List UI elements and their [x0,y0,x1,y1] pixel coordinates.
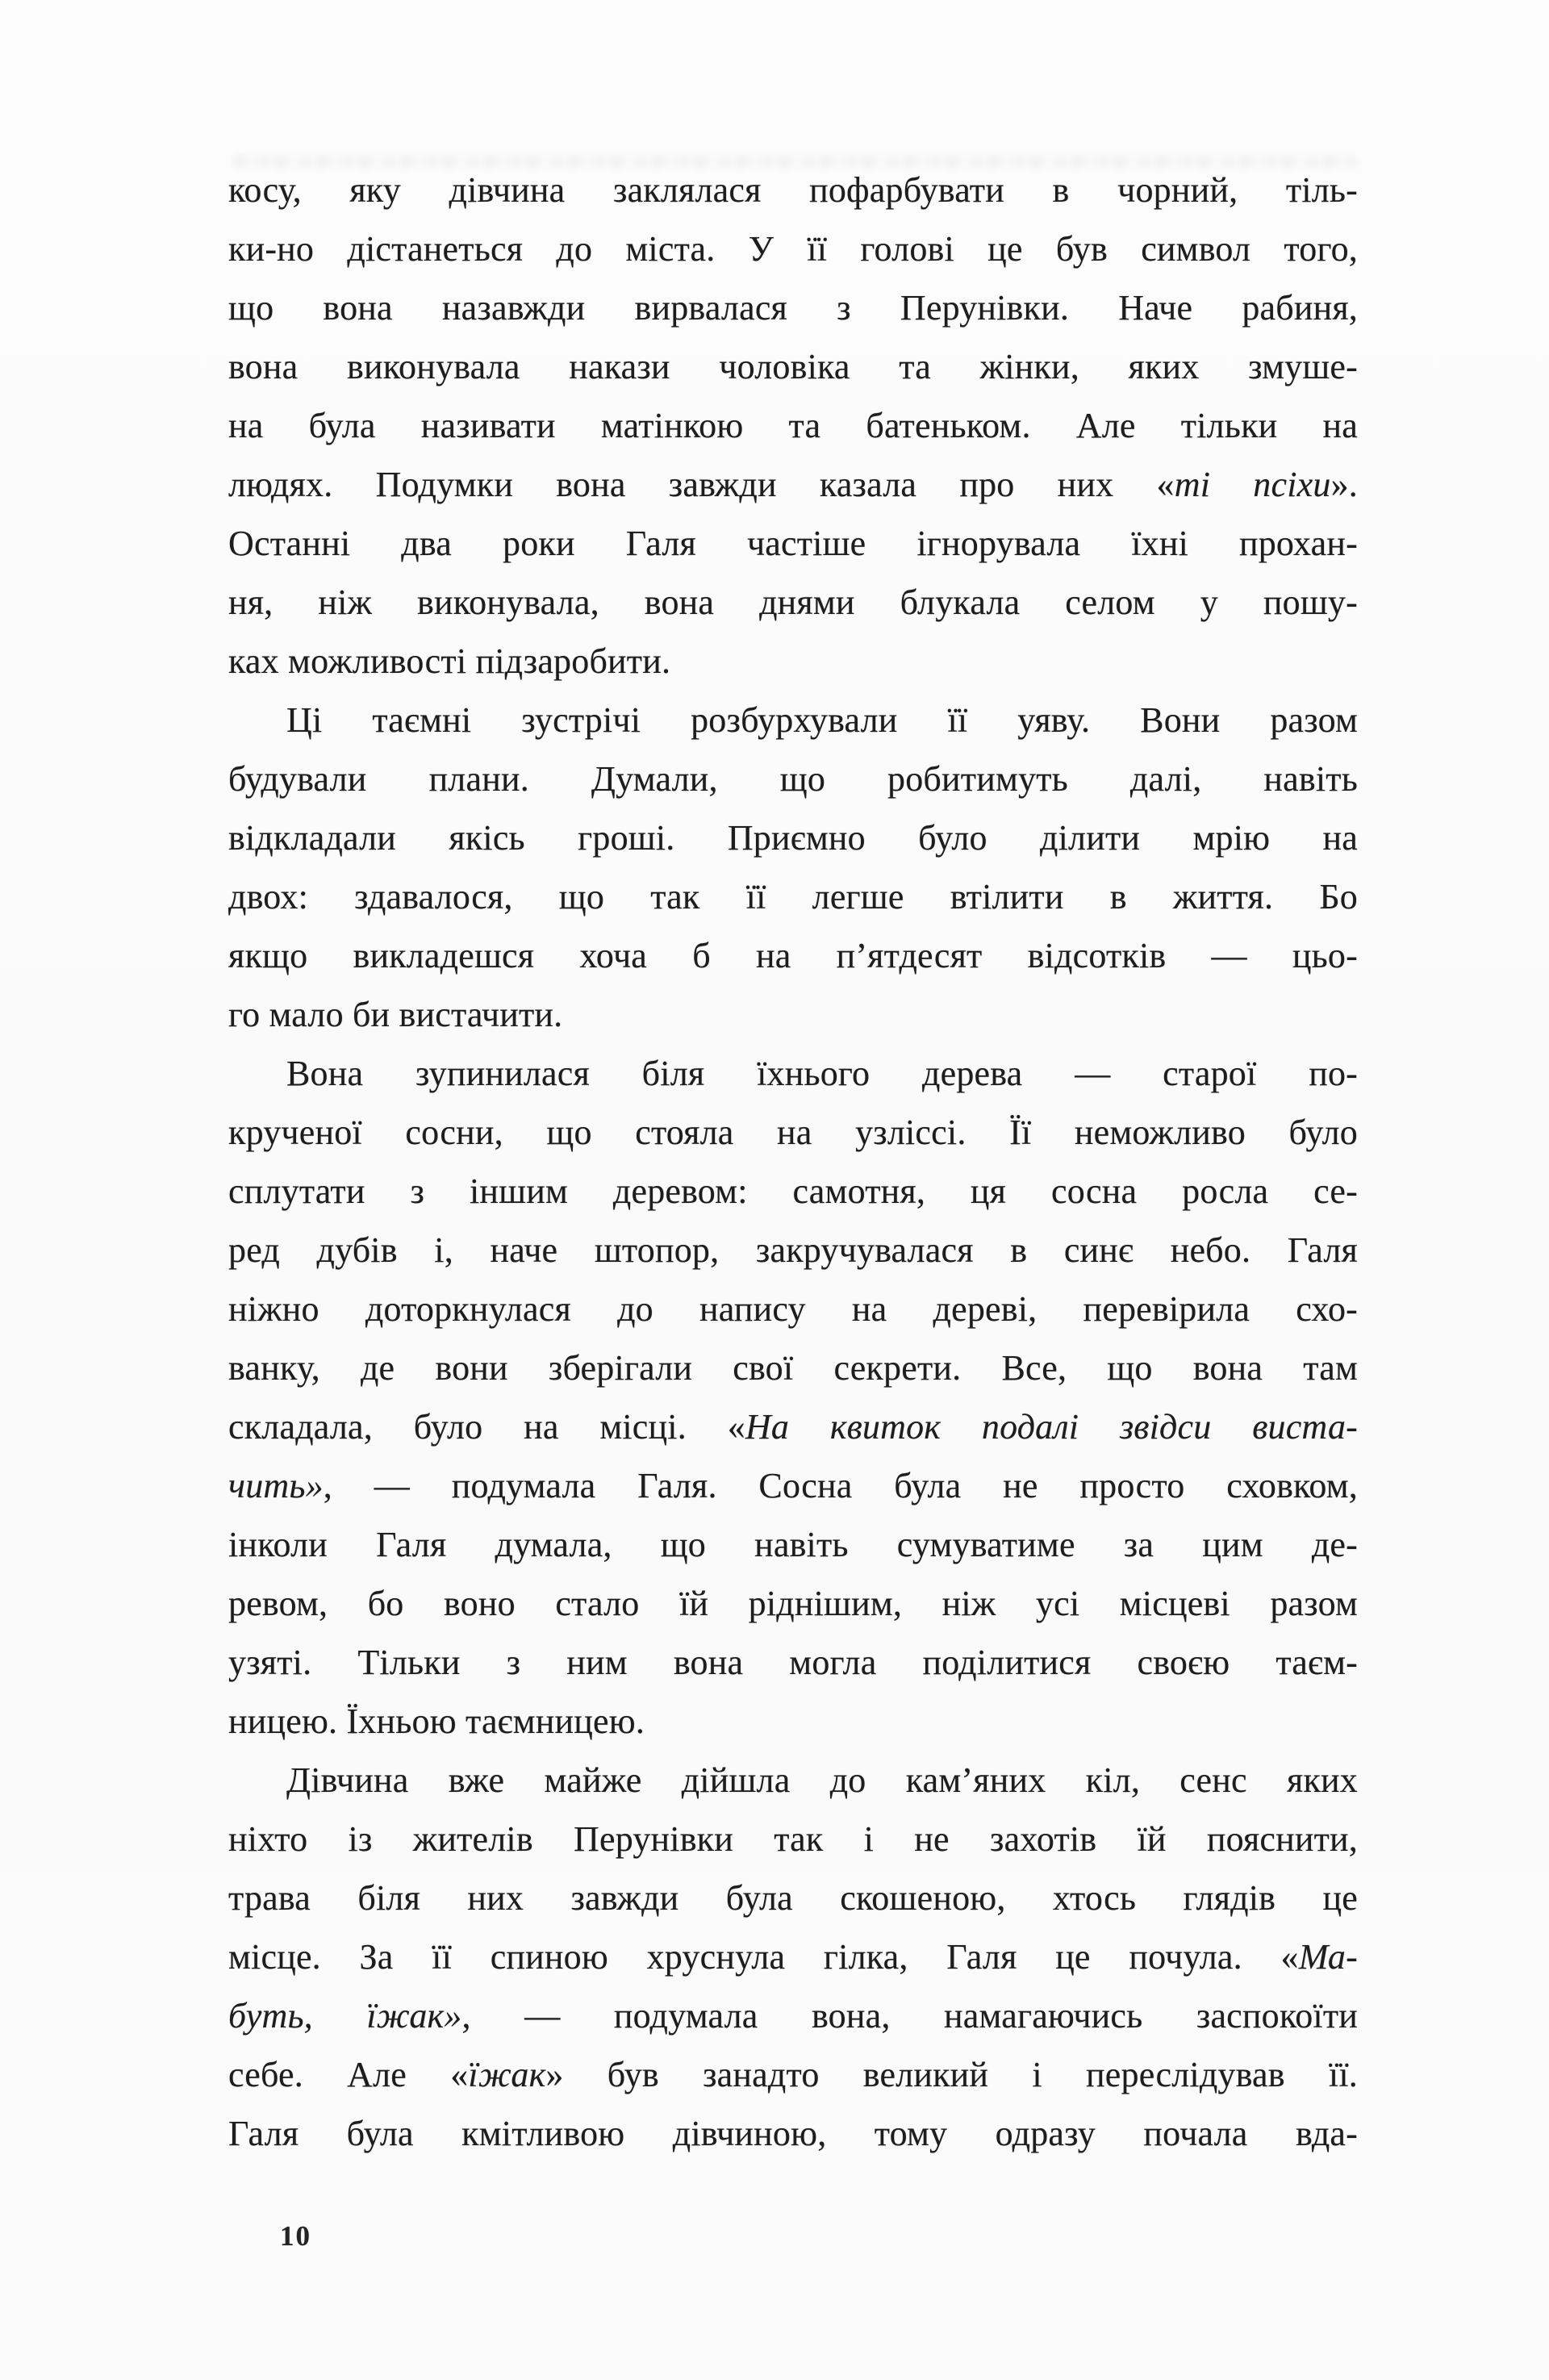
text-line [228,1280,1358,1338]
text-line [228,455,1358,514]
text-segment: що вона назавжди вирвалася з Перунівки. Наче рабиня, [228,288,1358,328]
text-segment: складала, було на місці. « [228,1407,745,1447]
text-line [228,1810,1358,1869]
text-line [228,278,1358,337]
text-segment: відкладали якісь гроші. Приємно було ділити мрію на [228,818,1358,858]
body-text [228,161,1358,2163]
text-segment: на була називати матінкою та батеньком. Але тільки на [228,406,1358,445]
text-segment: го мало би вистачити. [228,995,563,1034]
text-line [228,1456,1358,1515]
text-line [228,573,1358,632]
text-line [228,1574,1358,1633]
text-segment: Галя була кмітливою дівчиною, тому одразу почала вда- [228,2114,1358,2153]
text-segment: , — подумала Галя. Сосна була не просто сховком, [323,1466,1358,1505]
text-segment: двох: здавалося, що так її легше втілити в життя. Бо [228,877,1358,917]
italic-text-segment: їжак [468,2055,546,2094]
text-segment: , — подумала вона, намагаючись заспокоїти [461,1996,1358,2036]
paragraph [228,161,1358,691]
text-line [228,1986,1358,2045]
paragraph [228,1044,1358,1751]
text-segment: сплутати з іншим деревом: самотня, ця сосна росла се- [228,1171,1358,1211]
text-line [228,867,1358,926]
text-segment: узяті. Тільки з ним вона могла поділитися своєю таєм- [228,1643,1358,1682]
text-segment: ках можливості підзаробити. [228,641,671,681]
paragraph [228,691,1358,1044]
text-segment: інколи Галя думала, що навіть сумуватиме за цим де- [228,1525,1358,1564]
text-line [228,985,1358,1044]
text-line [228,161,1358,219]
text-segment: трава біля них завжди була скошеною, хтось глядів це [228,1878,1358,1918]
text-segment: ня, ніж виконувала, вона днями блукала селом у пошу- [228,582,1358,622]
text-segment: Ці таємні зустрічі розбурхували її уяву. Вони разом [286,700,1358,740]
text-line [228,1397,1358,1456]
page-number: 10 [280,2220,311,2252]
text-line [228,926,1358,985]
text-line [228,1044,1358,1103]
text-line [228,1869,1358,1927]
text-line [228,1221,1358,1280]
text-segment: Останні два роки Галя частіше ігнорувала їхні прохан- [228,524,1358,563]
text-line [228,2045,1358,2104]
text-line [228,1515,1358,1574]
text-segment: ки-но дістанеться до міста. У її голові це був символ того, [228,229,1358,269]
text-line [228,219,1358,278]
text-segment: людях. Подумки вона завжди казала про них « [228,465,1175,504]
text-line [228,1751,1358,1810]
italic-text-segment: Ма- [1298,1937,1358,1977]
text-segment: косу, яку дівчина заклялася пофарбувати в чорний, тіль- [228,170,1358,210]
text-segment: ніхто із жителів Перунівки так і не захотів їй пояснити, [228,1819,1358,1859]
text-line [228,749,1358,808]
text-segment: себе. Але « [228,2055,469,2094]
text-line [228,632,1358,691]
text-segment: ванку, де вони зберігали свої секрети. Все, що вона там [228,1348,1358,1388]
italic-text-segment: чить» [228,1466,324,1505]
text-segment: ніжно доторкнулася до напису на дереві, перевірила схо- [228,1289,1358,1329]
text-line [228,514,1358,573]
text-line [228,808,1358,867]
text-line [228,396,1358,455]
text-line [228,1162,1358,1221]
text-line [228,1692,1358,1751]
text-segment: ред дубів і, наче штопор, закручувалася в синє небо. Галя [228,1230,1358,1270]
text-segment: місце. За її спиною хруснула гілка, Галя це почула. « [228,1937,1299,1977]
text-segment: ». [1330,465,1358,504]
text-line [228,2104,1358,2163]
text-segment: вона виконувала накази чоловіка та жінки, яких змуше- [228,347,1358,386]
text-line [228,1103,1358,1162]
text-line [228,1633,1358,1692]
text-line [228,1338,1358,1397]
text-line [228,1927,1358,1986]
text-segment: ревом, бо воно стало їй ріднішим, ніж усі місцеві разом [228,1584,1358,1623]
italic-text-segment: ті псіхи [1174,465,1331,504]
text-segment: якщо викладешся хоча б на п’ятдесят відсотків — цьо- [228,936,1358,975]
text-segment: ницею. Їхньою таємницею. [228,1701,645,1741]
text-segment: Дівчина вже майже дійшла до кам’яних кіл, сенс яких [286,1760,1358,1800]
italic-text-segment: буть, їжак» [228,1996,462,2036]
text-line [228,337,1358,396]
text-line [228,691,1358,749]
text-segment: крученої сосни, що стояла на узліссі. Її неможливо було [228,1113,1358,1152]
italic-text-segment: На квиток подалі звідси виста- [745,1407,1358,1447]
text-segment: » був занадто великий і переслідував її. [545,2055,1358,2094]
text-segment: Вона зупинилася біля їхнього дерева — старої по- [286,1054,1358,1093]
text-segment: будували плани. Думали, що робитимуть далі, навіть [228,759,1358,799]
paragraph [228,1751,1358,2163]
